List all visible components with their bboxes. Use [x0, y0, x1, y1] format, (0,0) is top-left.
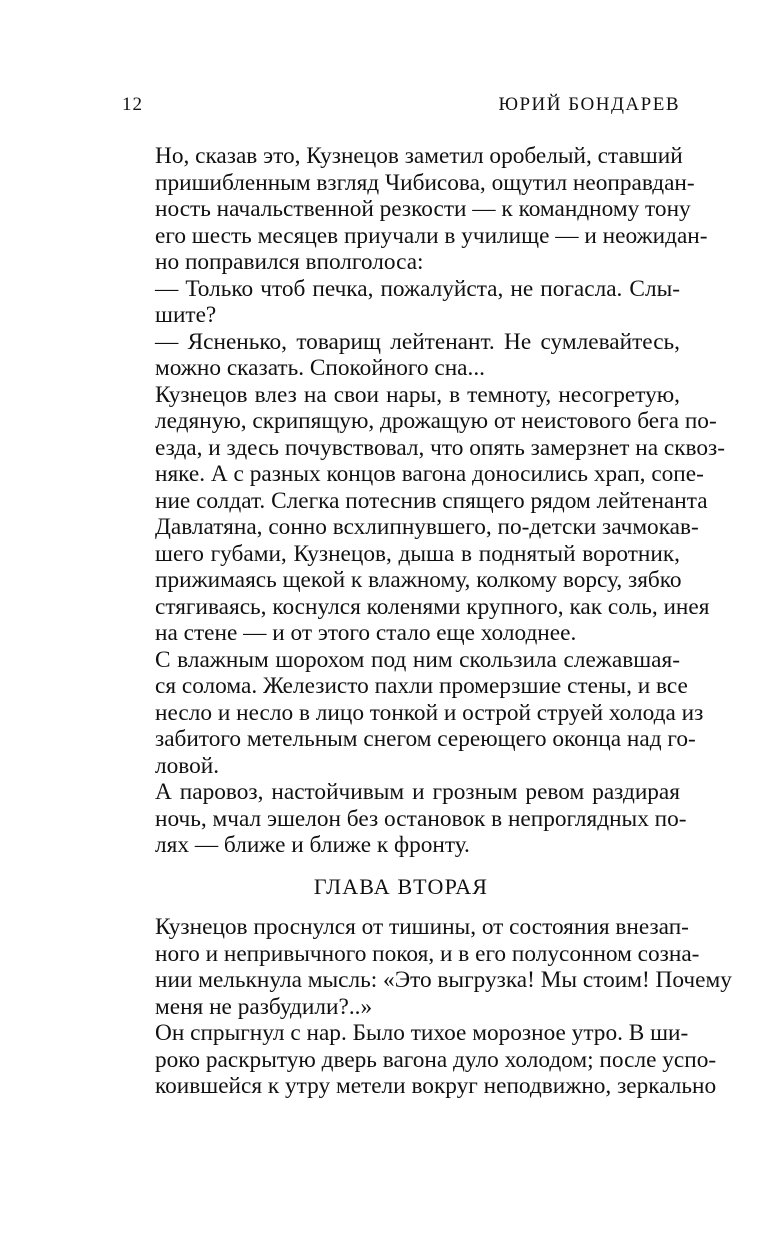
- text-line: лях — ближе и ближе к фронту.: [155, 832, 470, 858]
- text-line: ночь, мчал эшелон без остановок в непроглядных по-: [155, 805, 687, 832]
- page-number: 12: [122, 94, 143, 115]
- paragraph: [122, 914, 732, 1020]
- paragraph: [122, 779, 687, 859]
- text-line: меня не разбудили?..»: [155, 993, 373, 1020]
- text-line: ледяную, скрипящую, дрожащую от неистового бега по-: [155, 408, 717, 434]
- text-line: можно сказать. Спокойного сна...: [155, 355, 485, 381]
- text-line: Кузнецов проснулся от тишины, от состояния внезап-: [155, 914, 689, 940]
- text-line: — Ясненько, товарищ лейтенант. Не сумлевайтесь,: [155, 328, 680, 355]
- paragraph: [122, 1020, 717, 1100]
- text-line: его шесть месяцев приучали в училище — и неожидан-: [155, 222, 708, 249]
- text-line: шите?: [155, 302, 217, 328]
- text-line: ние солдат. Слегка потеснив спящего рядом лейтенанта: [155, 487, 708, 514]
- text-line: Давлатяна, сонно всхлипнувшего, по-детски зачмокав-: [155, 514, 699, 540]
- text-line: но поправился вполголоса:: [155, 249, 424, 275]
- paragraph: [122, 381, 725, 647]
- text-line: — Только чтоб печка, пожалуйста, не погасла. Слы-: [155, 275, 680, 302]
- text-line: на стене — и от этого стало еще холоднее.: [155, 620, 577, 646]
- text-line: несло и несло в лицо тонкой и острой струей холода из: [155, 699, 704, 726]
- text-line: А паровоз, настойчивым и грозным ревом раздирая: [155, 779, 680, 805]
- chapter-heading: ГЛАВА ВТОРАЯ: [313, 874, 489, 899]
- text-line: ного и непривычного покоя, и в его полусонном созна-: [155, 940, 700, 967]
- text-block-2: [122, 914, 732, 1100]
- text-line: стягиваясь, коснулся коленями крупного, как соль, инея: [155, 593, 710, 620]
- text-line: ловой.: [155, 752, 220, 779]
- text-block-1: [122, 143, 725, 859]
- text-line: С влажным шорохом под ним скользила слежавшая-: [155, 646, 680, 673]
- text-line: езда, и здесь почувствовал, что опять замерзнет на сквоз-: [155, 434, 725, 461]
- paragraph: [122, 276, 680, 329]
- paragraph: [122, 143, 708, 276]
- text-line: нии мелькнула мысль: «Это выгрузка! Мы стоим! Почему: [155, 967, 732, 993]
- paragraph: [122, 329, 680, 382]
- text-line: Он спрыгнул с нар. Было тихое морозное утро. В ши-: [155, 1020, 689, 1046]
- text-line: ся солома. Железисто пахли промерзшие стены, и все: [155, 673, 688, 699]
- text-line: ность начальственной резкости — к командному тону: [155, 196, 691, 222]
- text-line: шего губами, Кузнецов, дыша в поднятый воротник,: [155, 540, 680, 567]
- running-title: ЮРИЙ БОНДАРЕВ: [498, 94, 680, 115]
- page-header: [122, 94, 680, 122]
- text-line: Кузнецов влез на свои нары, в темноту, несогретую,: [155, 381, 680, 408]
- text-line: забитого метельным снегом сереющего оконца над го-: [155, 726, 696, 752]
- text-line: коившейся к утру метели вокруг неподвижно, зеркально: [155, 1073, 717, 1099]
- paragraph: [122, 646, 704, 780]
- text-line: прижимаясь щекой к влажному, колкому ворсу, зябко: [155, 567, 682, 593]
- text-line: пришибленным взгляд Чибисова, ощутил неоправдан-: [155, 169, 695, 196]
- text-line: Но, сказав это, Кузнецов заметил оробелый, ставший: [155, 143, 683, 169]
- text-line: няке. А с разных концов вагона доносились храп, сопе-: [155, 461, 704, 487]
- text-line: роко раскрытую дверь вагона дуло холодом; после успо-: [155, 1046, 717, 1073]
